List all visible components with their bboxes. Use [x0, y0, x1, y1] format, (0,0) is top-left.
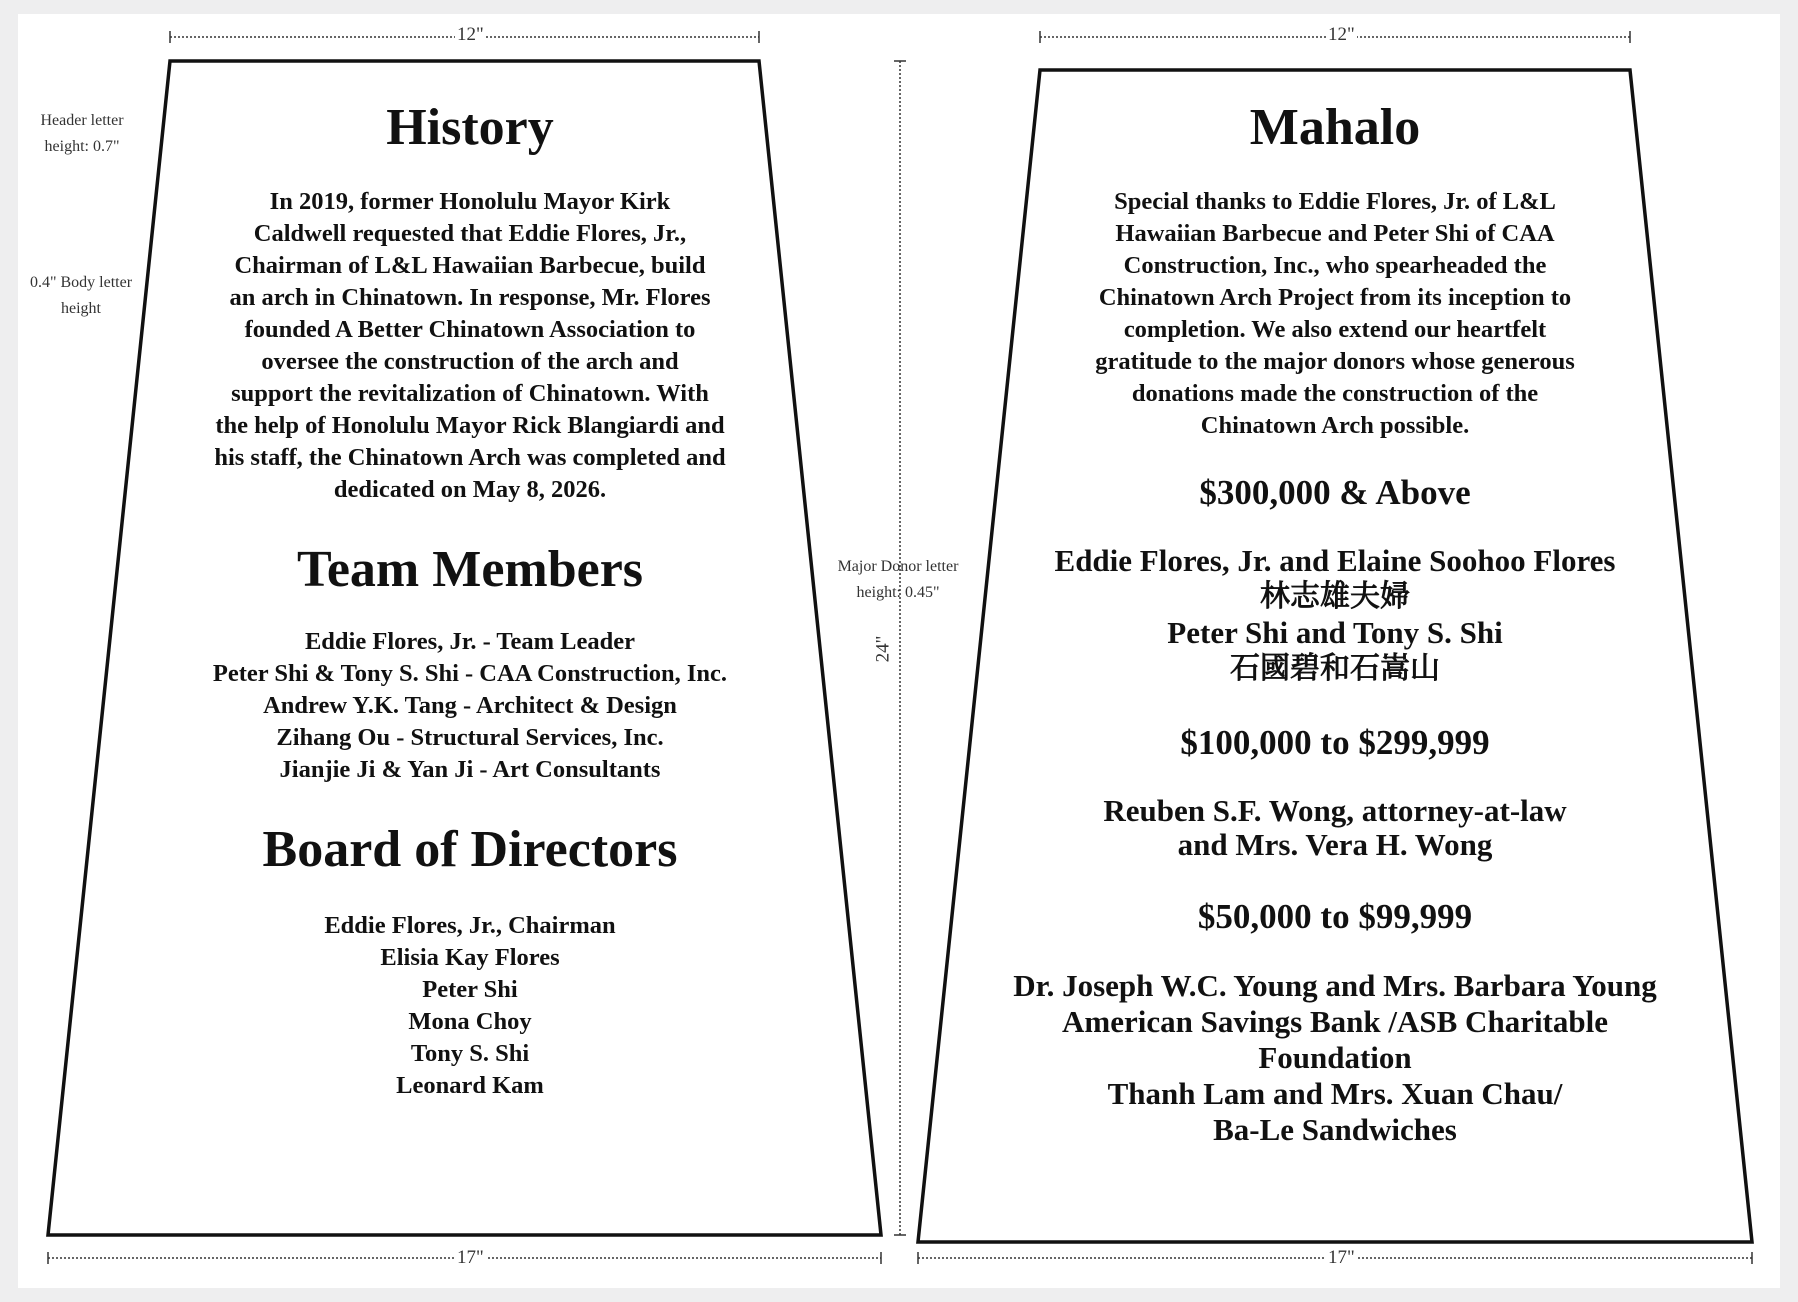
board-title: Board of Directors [262, 821, 678, 878]
mahalo-paragraph [960, 186, 1710, 442]
right-top-width-label: 12" [1328, 24, 1355, 45]
history-line: his staff, the Chinatown Arch was completed and [214, 444, 726, 471]
height-label: 24" [872, 635, 894, 663]
right-bottom-width-label: 17" [1328, 1247, 1355, 1268]
team-member: Andrew Y.K. Tang - Architect & Design [263, 692, 677, 719]
team-list [150, 626, 790, 786]
mahalo-line: completion. We also extend our heartfelt [1123, 316, 1547, 343]
donor-name-chinese: 林志雄夫婦 [1260, 579, 1410, 614]
body-height-annotation: 0.4" Body letter height [29, 274, 133, 317]
mahalo-line: gratitude to the major donors whose generous [1095, 348, 1575, 375]
donor-height-annotation: Major Donor letter height: 0.45" [837, 558, 959, 601]
history-line: support the revitalization of Chinatown. With [231, 380, 709, 407]
team-member: Eddie Flores, Jr. - Team Leader [304, 628, 636, 655]
history-line: Caldwell requested that Eddie Flores, Jr., [253, 220, 687, 247]
team-member: Zihang Ou - Structural Services, Inc. [276, 724, 664, 751]
donor-name: Ba-Le Sandwiches [1213, 1112, 1457, 1147]
donor-name: Thanh Lam and Mrs. Xuan Chau/ [1107, 1076, 1563, 1111]
team-title: Team Members [296, 541, 644, 598]
tier3-donors [960, 968, 1710, 1148]
board-member: Leonard Kam [396, 1072, 544, 1099]
history-line: founded A Better Chinatown Association to [244, 316, 696, 343]
donor-name: American Savings Bank /ASB Charitable [1061, 1004, 1608, 1039]
donor-name: Dr. Joseph W.C. Young and Mrs. Barbara Young [1013, 968, 1657, 1003]
left-top-width-label: 12" [457, 24, 484, 45]
donor-name: Peter Shi and Tony S. Shi [1167, 615, 1503, 650]
history-line: the help of Honolulu Mayor Rick Blangiardi and [215, 412, 725, 439]
history-line: In 2019, former Honolulu Mayor Kirk [269, 188, 671, 215]
donor-name: Foundation [1258, 1040, 1412, 1075]
history-paragraph [150, 186, 790, 506]
mahalo-line: Special thanks to Eddie Flores, Jr. of L&L [1114, 188, 1556, 215]
team-member: Jianjie Ji & Yan Ji - Art Consultants [279, 756, 661, 783]
left-panel [150, 98, 790, 1102]
board-member: Mona Choy [408, 1008, 532, 1035]
mahalo-line: Chinatown Arch Project from its inception to [1098, 284, 1572, 311]
mahalo-line: Hawaiian Barbecue and Peter Shi of CAA [1115, 220, 1555, 247]
right-panel [960, 98, 1710, 1148]
tier1-donors [960, 544, 1710, 688]
history-line: dedicated on May 8, 2026. [333, 476, 607, 503]
mahalo-line: Chinatown Arch possible. [1200, 412, 1470, 439]
mahalo-title: Mahalo [1249, 99, 1421, 156]
donor-name-chinese: 石國碧和石嵩山 [1230, 651, 1440, 686]
donor-name: Eddie Flores, Jr. and Elaine Soohoo Flores [1054, 543, 1616, 578]
board-list [150, 910, 790, 1102]
history-line: oversee the construction of the arch and [261, 348, 679, 375]
mahalo-line: Construction, Inc., who spearheaded the [1123, 252, 1547, 279]
team-member: Peter Shi & Tony S. Shi - CAA Construction, Inc. [212, 660, 728, 687]
board-member: Elisia Kay Flores [380, 944, 560, 971]
donor-name: and Mrs. Vera H. Wong [1177, 827, 1493, 862]
donor-name: Reuben S.F. Wong, attorney-at-law [1103, 793, 1567, 828]
history-title: History [386, 99, 554, 156]
tier2-title: $100,000 to $299,999 [1180, 723, 1490, 762]
history-line: an arch in Chinatown. In response, Mr. Flores [229, 284, 711, 311]
mahalo-line: donations made the construction of the [1131, 380, 1539, 407]
tier1-title: $300,000 & Above [1199, 473, 1471, 512]
board-member: Eddie Flores, Jr., Chairman [324, 912, 616, 939]
tier3-title: $50,000 to $99,999 [1197, 897, 1473, 936]
header-height-annotation: Header letter height: 0.7" [40, 112, 124, 155]
history-line: Chairman of L&L Hawaiian Barbecue, build [234, 252, 706, 279]
board-member: Peter Shi [422, 976, 518, 1003]
tier2-donors [960, 794, 1710, 862]
left-bottom-width-label: 17" [457, 1247, 484, 1268]
board-member: Tony S. Shi [410, 1040, 530, 1067]
